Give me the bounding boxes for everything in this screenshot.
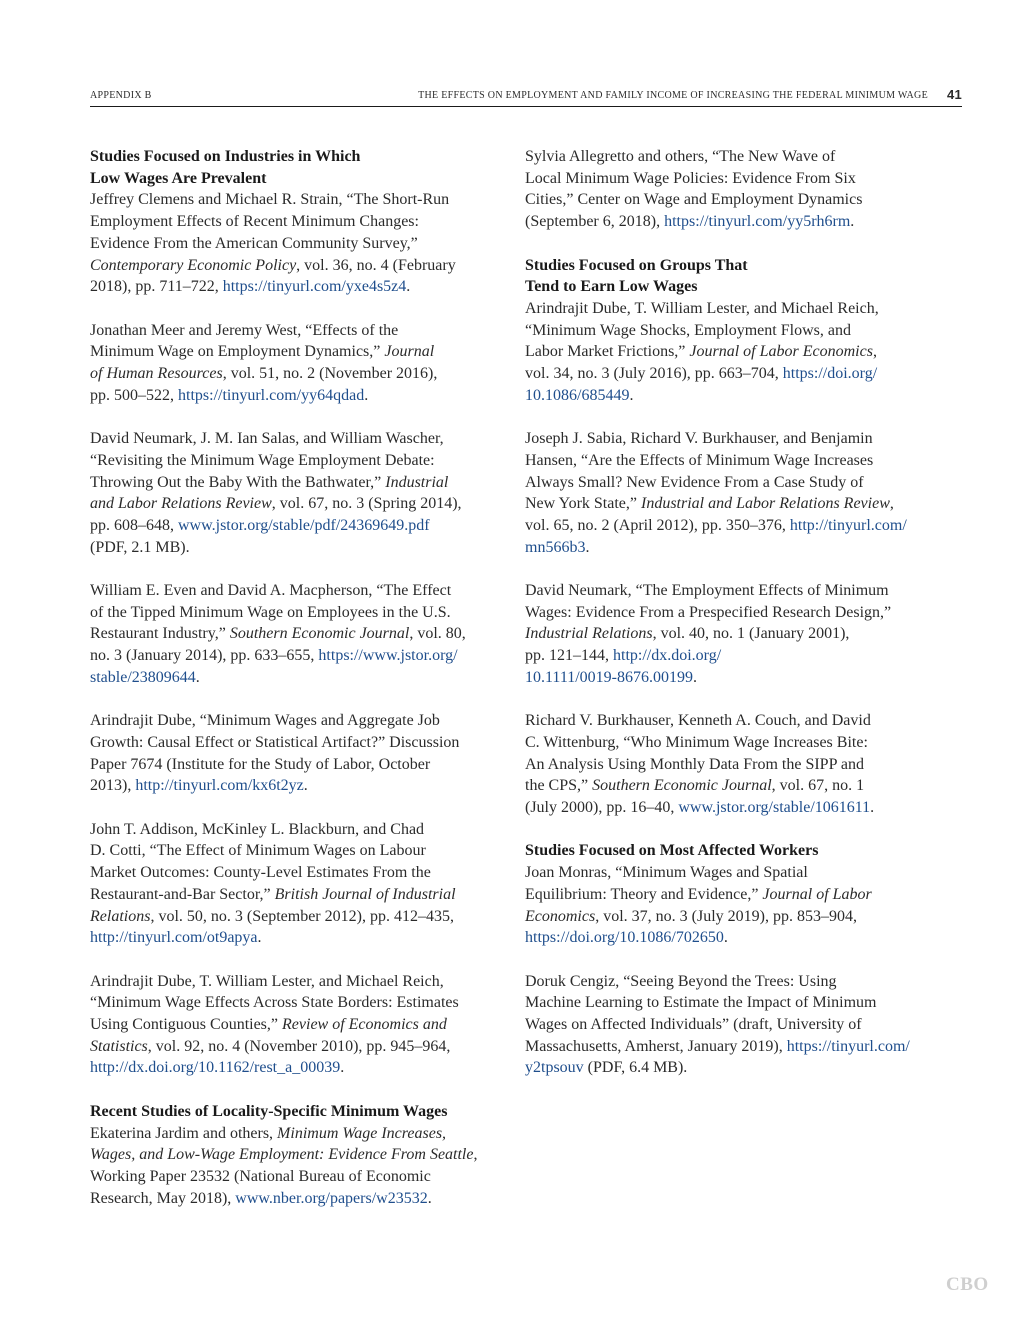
reference-monras: Joan Monras, “Minimum Wages and Spatial Equilibrium: Theory and Evidence,” Journal of Labor Economics, vol. 37, no. 3 (July 2019), pp. 853–904, https://doi.org/10.1086/702650. (525, 864, 872, 947)
reference-dube-2013: Arindrajit Dube, “Minimum Wages and Aggregate Job Growth: Causal Effect or Statistical Artifact?” Discussion Paper 7674 (Institute for the Study of Labor, October 2013), http://tinyurl.com/kx6t2yz. (90, 712, 460, 795)
running-header (90, 88, 962, 107)
reference-link[interactable]: mn566b3 (525, 538, 586, 556)
reference-link[interactable]: http://tinyurl.com/ (789, 516, 907, 534)
reference-link[interactable]: www.nber.org/papers/w23532 (235, 1189, 428, 1207)
reference-link[interactable]: 10.1086/685449 (525, 386, 630, 404)
reference-neumark-salas-wascher: David Neumark, J. M. Ian Salas, and William Wascher, “Revisiting the Minimum Wage Employment Debate: Throwing Out the Baby With the Bathwater,” Industrial and Labor Relations Review, vol. 67, no. 3 (Spring 2014), pp. 608–648, www.jstor.org/stable/pdf/24369649.pdf (PDF, 2.1 MB). (90, 430, 462, 556)
cbo-watermark-logo: CBO (946, 1274, 989, 1295)
section-heading-affected-workers: Studies Focused on Most Affected Workers (525, 842, 819, 860)
reference-link[interactable]: y2tpsouv (525, 1059, 584, 1077)
right-column (525, 146, 931, 1101)
section-heading-groups: Studies Focused on Groups That Tend to Earn Low Wages (525, 256, 748, 296)
reference-link[interactable]: www.jstor.org/stable/pdf/24369649.pdf (178, 516, 430, 534)
reference-link[interactable]: https://doi.org/ (782, 365, 878, 383)
reference-link[interactable]: https://tinyurl.com/yxe4s5z4 (222, 278, 407, 296)
reference-allegretto: Sylvia Allegretto and others, “The New Wave of Local Minimum Wage Policies: Evidence From Six Cities,” Center on Wage and Employment Dynamics (September 6, 2018), https://tinyurl.com/yy5rh6rm. (525, 148, 863, 231)
reference-link[interactable]: https://tinyurl.com/yy64qdad (178, 386, 365, 404)
reference-link[interactable]: https://tinyurl.com/yy5rh6rm (664, 213, 851, 231)
appendix-label: APPENDIX B (90, 90, 152, 101)
reference-burkhauser-couch-wittenburg: Richard V. Burkhauser, Kenneth A. Couch, and David C. Wittenburg, “Who Minimum Wage Increases Bite: An Analysis Using Monthly Data From the SIPP and the CPS,” Southern Economic Journal, vol. 67, no. 1 (July 2000), pp. 16–40, www.jstor.org/stable/1061611. (525, 712, 875, 817)
section-heading-locality: Recent Studies of Locality-Specific Minimum Wages (90, 1102, 448, 1120)
reference-link[interactable]: http://tinyurl.com/kx6t2yz (135, 777, 304, 795)
left-column (90, 146, 496, 1231)
reference-dube-lester-reich-2016: Arindrajit Dube, T. William Lester, and Michael Reich, “Minimum Wage Shocks, Employment Flows, and Labor Market Frictions,” Journal of Labor Economics, vol. 34, no. 3 (July 2016), pp. 663–704, https://doi.org/ 10.1086/685449. (525, 299, 879, 404)
reference-link[interactable]: https://doi.org/10.1086/702650 (525, 929, 724, 947)
page-number: 41 (946, 87, 962, 102)
reference-cengiz: Doruk Cengiz, “Seeing Beyond the Trees: Using Machine Learning to Estimate the Impact of Minimum Wages on Affected Individuals” (draft, University of Massachusetts, Amherst, January 2019), https://tinyurl.com/ y2tpsouv (PDF, 6.4 MB). (525, 972, 910, 1077)
reference-link[interactable]: stable/23809644 (90, 668, 196, 686)
reference-sabia-burkhauser-hansen: Joseph J. Sabia, Richard V. Burkhauser, and Benjamin Hansen, “Are the Effects of Minimum Wage Increases Always Small? New Evidence From a Case Study of New York State,” Industrial and Labor Relations Review, vol. 65, no. 2 (April 2012), pp. 350–376, http://tinyurl.com/ mn566b3. (525, 430, 907, 556)
section-heading-industries: Studies Focused on Industries in Which Low Wages Are Prevalent (90, 148, 361, 187)
reference-link[interactable]: 10.1111/0019-8676.00199 (525, 668, 693, 686)
reference-meer-west: Jonathan Meer and Jeremy West, “Effects of the Minimum Wage on Employment Dynamics,” Journal of Human Resources, vol. 51, no. 2 (November 2016), pp. 500–522, https://tinyurl.com/yy64qdad. (90, 321, 438, 404)
reference-neumark-2001: David Neumark, “The Employment Effects of Minimum Wages: Evidence From a Prespecified Research Design,” Industrial Relations, vol. 40, no. 1 (January 2001), pp. 121–144, http://dx.doi.org/ 10.1111/0019-8676.00199. (525, 582, 892, 686)
running-title: THE EFFECTS ON EMPLOYMENT AND FAMILY INCOME OF INCREASING THE FEDERAL MINIMUM WAGE (418, 90, 928, 101)
reference-dube-lester-reich-2010: Arindrajit Dube, T. William Lester, and Michael Reich, “Minimum Wage Effects Across State Borders: Estimates Using Contiguous Counties,” Review of Economics and Statistics, vol. 92, no. 4 (November 2010), pp. 945–964, http://dx.doi.org/10.1162/rest_a_00039. (90, 972, 459, 1077)
reference-jardim: Ekaterina Jardim and others, Minimum Wage Increases, Wages, and Low-Wage Employment: Evidence From Seattle, Working Paper 23532 (National Bureau of Economic Research, May 2018), www.nber.org/papers/w23532. (90, 1124, 478, 1207)
reference-link[interactable]: www.jstor.org/stable/1061611 (678, 799, 871, 817)
reference-clemens-strain: Jeffrey Clemens and Michael R. Strain, “The Short-Run Employment Effects of Recent Minimum Changes: Evidence From the American Community Survey,” Contemporary Economic Policy, vol. 36, no. 4 (February 2018), pp. 711–722, https://tinyurl.com/yxe4s5z4. (90, 191, 456, 296)
reference-link[interactable]: https://www.jstor.org/ (318, 647, 458, 665)
reference-link[interactable]: https://tinyurl.com/ (786, 1037, 910, 1055)
reference-even-macpherson: William E. Even and David A. Macpherson, “The Effect of the Tipped Minimum Wage on Employees in the U.S. Restaurant Industry,” Southern Economic Journal, vol. 80, no. 3 (January 2014), pp. 633–655, https://www.jstor.org/ stable/23809644. (90, 582, 466, 686)
reference-link[interactable]: http://dx.doi.org/ (613, 647, 722, 665)
reference-link[interactable]: http://tinyurl.com/ot9apya (90, 929, 258, 947)
reference-link[interactable]: http://dx.doi.org/10.1162/rest_a_00039 (90, 1059, 341, 1077)
reference-addison-blackburn-cotti: John T. Addison, McKinley L. Blackburn, and Chad D. Cotti, “The Effect of Minimum Wages on Labour Market Outcomes: County-Level Estimates From the Restaurant-and-Bar Sector,” British Journal of Industrial Relations, vol. 50, no. 3 (September 2012), pp. 412–435, http://tinyurl.com/ot9apya. (90, 820, 456, 947)
